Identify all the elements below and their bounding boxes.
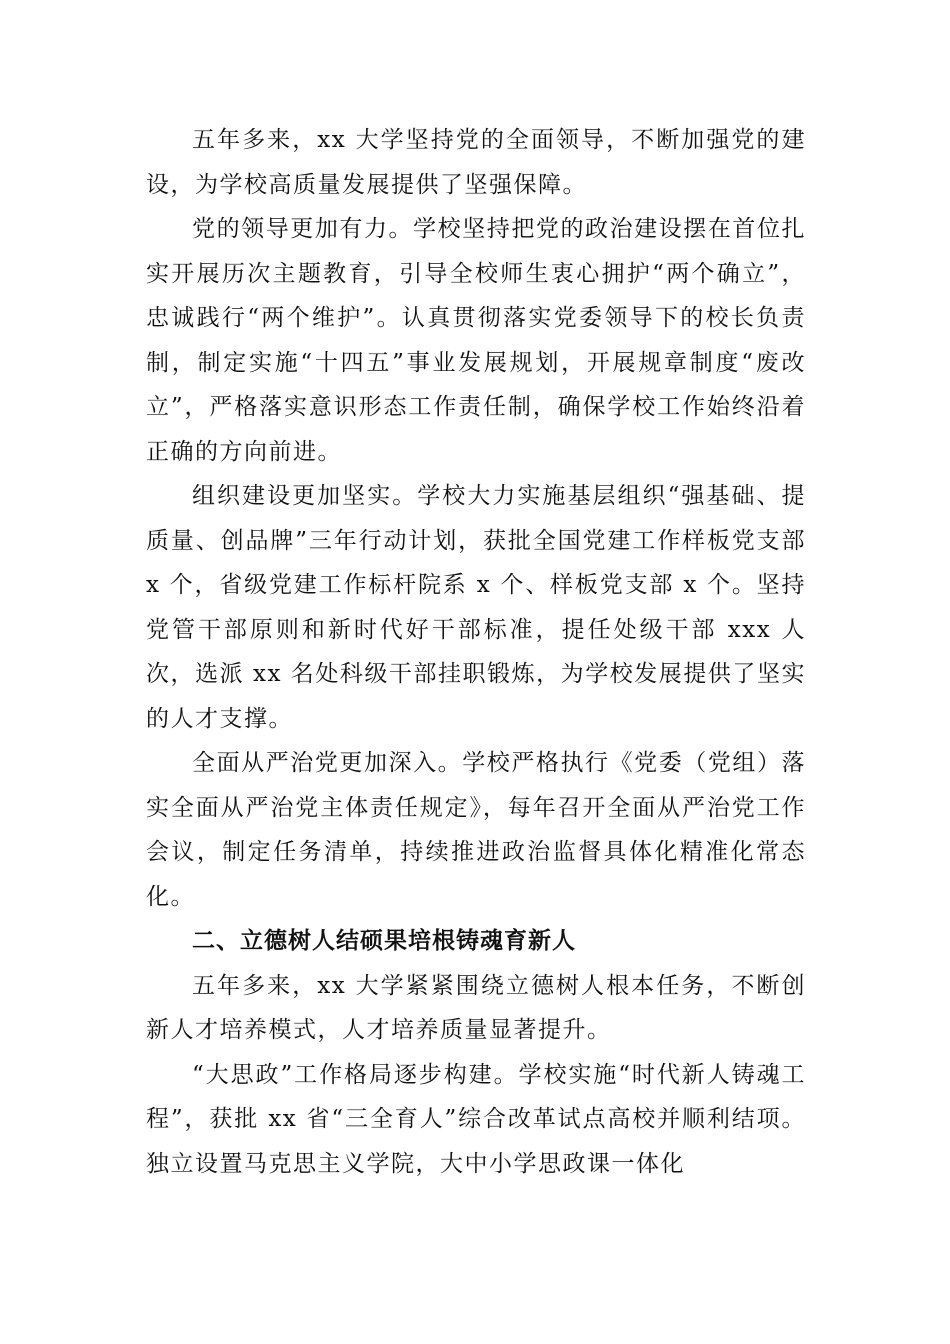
section-heading: 二、立德树人结硕果培根铸魂育新人 <box>192 928 576 954</box>
paragraph-party-leadership: 党的领导更加有力。学校坚持把党的政治建设摆在首位扎实开展历次主题教育，引导全校师生衷心拥护“两个确立”，忠诚践行“两个维护”。认真贯彻落实党委领导下的校长负责制，制定实施“十四五”事业发展规划，开展规章制度“废改立”，严格落实意识形态工作责任制，确保学校工作始终沿着正确的方向前进。 <box>146 216 806 465</box>
paragraph-section-intro: 五年多来，xx 大学紧紧围绕立德树人根本任务，不断创新人才培养模式，人才培养质量显著提升。 <box>146 972 806 1043</box>
document-page <box>146 118 806 1186</box>
paragraph-intro: 五年多来，xx 大学坚持党的全面领导，不断加强党的建设，为学校高质量发展提供了坚强保障。 <box>146 127 806 198</box>
paragraph-ideological-education: “大思政”工作格局逐步构建。学校实施“时代新人铸魂工程”，获批 xx 省“三全育人”综合改革试点高校并顺利结项。独立设置马克思主义学院，大中小学思政课一体化 <box>146 1061 806 1177</box>
paragraph-organization-building: 组织建设更加坚实。学校大力实施基层组织“强基础、提质量、创品牌”三年行动计划，获批全国党建工作样板党支部 x 个，省级党建工作标杆院系 x 个、样板党支部 x 个。坚持党管干部原则和新时代好干部标准，提任处级干部 xxx 人次，选派 xx 名处科级干部挂职锻炼，为学校发展提供了坚实的人才支撑。 <box>146 483 806 732</box>
paragraph-strict-governance: 全面从严治党更加深入。学校严格执行《党委（党组）落实全面从严治党主体责任规定》，每年召开全面从严治党工作会议，制定任务清单，持续推进政治监督具体化精准化常态化。 <box>146 750 806 910</box>
